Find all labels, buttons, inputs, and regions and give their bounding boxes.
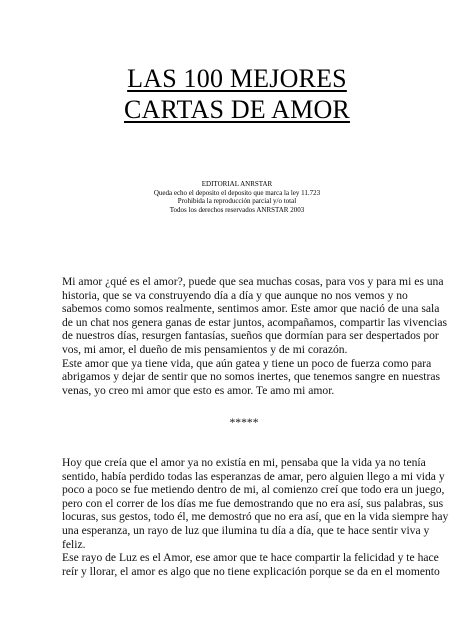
letter-paragraph-2 [62, 456, 449, 578]
text-line: de un chat nos genera ganas de estar juntos, acompañamos, compartir las vivencias [62, 315, 448, 329]
text-line: locuras, sus gestos, todo él, me demostró que no era así, que en la vida siempre hay [62, 510, 449, 524]
text-line: una esperanza, un rayo de luz que ilumina tu día a día, que te hace sentir viva y [62, 523, 430, 537]
editorial-name: EDITORIAL ANRSTAR [201, 180, 273, 188]
letter-paragraph-1 [62, 275, 448, 397]
document-title-line-2: CARTAS DE AMOR [124, 95, 350, 124]
section-separator: ***** [229, 416, 259, 429]
rights-reserved-notice: Todos los derechos reservados ANRSTAR 2003 [169, 205, 305, 214]
editorial-notice [0, 180, 474, 214]
text-line: Mi amor ¿qué es el amor?, puede que sea muchas cosas, para vos y para mi es una [62, 275, 444, 288]
text-line: venas, yo creo mi amor que esto es amor. Te amo mi amor. [62, 383, 335, 397]
text-line: pero con el correr de los días me fue demostrando que no era así, sus palabras, sus [62, 496, 444, 510]
text-line: historia, que se va construyendo día a día y que aunque no nos vemos y no [62, 288, 408, 302]
text-line: Ese rayo de Luz es el Amor, ese amor que te hace compartir la felicidad y te hace [62, 551, 439, 565]
text-line: de nuestros días, resurgen fantasías, sueños que dormían para ser despertados por [62, 329, 439, 343]
reproduction-notice: Prohibida la reproducción parcial y/o total [177, 197, 297, 206]
text-line: sabemos como somos realmente, sentimos amor. Este amor que nació de una sala [62, 302, 440, 316]
text-line: vos, mi amor, el dueño de mis pensamientos y de mi corazón. [62, 342, 348, 356]
text-line: Este amor que ya tiene vida, que aún gatea y tiene un poco de fuerza como para [62, 356, 432, 370]
text-line: sentido, había perdido todas las esperanzas de amar, pero alguien llego a mi vida y [62, 469, 445, 483]
text-line: feliz. [62, 537, 86, 551]
text-line: poco a poco se fue metiendo dentro de mi, al comienzo creí que todo era un juego, [62, 483, 445, 497]
text-line: abrigamos y dejar de sentir que no somos inertes, que tenemos sangre en nuestras [62, 370, 440, 384]
text-line: Hoy que creía que el amor ya no existía en mi, pensaba que la vida ya no tenía [62, 456, 426, 469]
legal-deposit-notice: Queda echo el deposito el deposito que marca la ley 11.723 [153, 188, 321, 197]
text-line: reír y llorar, el amor es algo que no tiene explicación porque se da en el momento [62, 564, 440, 578]
document-title-line-1: LAS 100 MEJORES [127, 64, 347, 93]
